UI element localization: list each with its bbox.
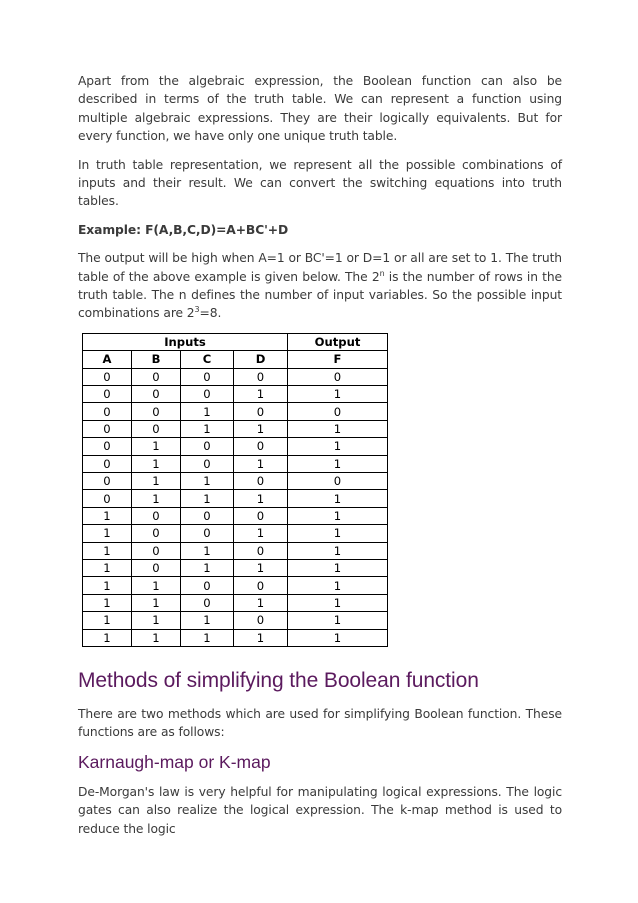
table-cell: 0 [234,368,288,385]
column-header-a: A [83,351,132,368]
table-cell: 1 [181,420,234,437]
table-cell: 1 [132,473,181,490]
table-cell: 0 [83,490,132,507]
table-cell: 1 [181,403,234,420]
table-cell: 0 [288,403,388,420]
table-cell: 1 [288,438,388,455]
table-cell: 1 [83,507,132,524]
table-cell: 1 [288,455,388,472]
section-heading: Methods of simplifying the Boolean function [78,668,479,692]
table-row [83,559,388,576]
table-cell: 0 [234,403,288,420]
table-cell: 1 [83,542,132,559]
table-cell: 1 [234,386,288,403]
table-cell: 0 [181,438,234,455]
table-cell: 1 [288,490,388,507]
column-header-d: D [234,351,288,368]
table-cell: 0 [132,542,181,559]
table-row [83,490,388,507]
table-cell: 0 [83,386,132,403]
table-cell: 1 [181,542,234,559]
table-row [83,507,388,524]
table-row [83,612,388,629]
table-cell: 0 [181,368,234,385]
table-cell: 1 [288,577,388,594]
table-cell: 1 [234,525,288,542]
table-cell: 1 [288,386,388,403]
table-cell: 0 [83,420,132,437]
table-cell: 1 [83,559,132,576]
table-cell: 0 [234,438,288,455]
table-cell: 0 [132,403,181,420]
table-cell: 1 [181,473,234,490]
table-row [83,525,388,542]
table-row [83,542,388,559]
table-cell: 0 [234,577,288,594]
superscript-n: n [379,268,385,278]
text-segment: The output will be high when A=1 or BC'=1 or D=1 or all are set to 1. The truth table of the above example is given below. The 2 [78,251,562,284]
table-cell: 1 [288,507,388,524]
table-cell: 1 [288,594,388,611]
table-cell: 1 [234,594,288,611]
table-cell: 0 [83,438,132,455]
table-cell: 0 [132,525,181,542]
table-row [83,368,388,385]
table-cell: 0 [181,594,234,611]
text-segment: is the number of rows in the truth table. The n defines the number of input variables. So the possible input combinations are 2 [78,269,563,321]
table-cell: 1 [181,612,234,629]
table-cell: 1 [234,490,288,507]
table-row [83,629,388,646]
table-cell: 0 [181,507,234,524]
table-cell: 0 [181,525,234,542]
table-cell: 0 [132,368,181,385]
truth-table-paragraph: In truth table representation, we represent all the possible combinations of inputs and their result. We can convert the switching equations into truth tables. [78,157,562,209]
table-cell: 1 [234,420,288,437]
table-cell: 0 [132,559,181,576]
table-cell: 0 [234,612,288,629]
table-cell: 0 [288,368,388,385]
table-cell: 1 [132,629,181,646]
table-cell: 1 [83,612,132,629]
kmap-paragraph: De-Morgan's law is very helpful for manipulating logical expressions. The logic gates can also realize the logical expression. The k-map method is used to reduce the logic [78,784,562,836]
table-cell: 0 [83,473,132,490]
table-cell: 1 [132,438,181,455]
section-intro-paragraph: There are two methods which are used for simplifying Boolean function. These functions are as follows: [78,706,562,740]
table-cell: 1 [234,559,288,576]
table-cell: 0 [83,403,132,420]
table-cell: 1 [181,559,234,576]
table-cell: 1 [234,629,288,646]
table-row [83,403,388,420]
table-row [83,386,388,403]
table-cell: 1 [288,525,388,542]
table-cell: 0 [132,386,181,403]
table-cell: 0 [83,368,132,385]
table-row [83,438,388,455]
column-header-row [83,351,388,368]
table-row [83,455,388,472]
table-row [83,594,388,611]
table-cell: 0 [234,542,288,559]
table-cell: 0 [181,386,234,403]
table-cell: 0 [234,507,288,524]
intro-paragraph: Apart from the algebraic expression, the Boolean function can also be described in terms of the truth table. We can represent a function using multiple algebraic expressions. They are their logically equivalents. But for every function, we have only one unique truth table. [78,74,562,144]
table-cell: 0 [288,473,388,490]
truth-table-body [83,368,388,646]
table-cell: 1 [132,577,181,594]
table-row [83,473,388,490]
table-cell: 0 [234,473,288,490]
text-segment: =8. [199,306,222,321]
table-cell: 0 [83,455,132,472]
table-cell: 1 [132,490,181,507]
table-cell: 1 [288,612,388,629]
table-cell: 1 [83,525,132,542]
table-cell: 1 [181,629,234,646]
table-row [83,577,388,594]
output-explanation-paragraph [78,249,562,323]
table-cell: 1 [288,629,388,646]
example-expression: Example: F(A,B,C,D)=A+BC'+D [78,222,289,237]
column-header-b: B [132,351,181,368]
table-cell: 0 [181,455,234,472]
table-cell: 1 [132,594,181,611]
table-cell: 1 [288,542,388,559]
table-cell: 1 [83,594,132,611]
document-page [78,72,562,848]
table-cell: 1 [288,559,388,576]
kmap-subheading: Karnaugh-map or K-map [78,751,271,772]
table-cell: 1 [83,629,132,646]
table-cell: 1 [181,490,234,507]
table-row [83,420,388,437]
table-cell: 1 [234,455,288,472]
output-header: Output [288,333,388,350]
column-header-f: F [288,351,388,368]
inputs-header: Inputs [83,333,288,350]
table-cell: 1 [288,420,388,437]
table-cell: 0 [132,507,181,524]
table-cell: 0 [132,420,181,437]
column-header-c: C [181,351,234,368]
truth-table [82,333,388,647]
table-cell: 0 [181,577,234,594]
group-header-row [83,333,388,350]
superscript-3: 3 [194,305,200,315]
table-cell: 1 [132,455,181,472]
table-cell: 1 [83,577,132,594]
table-cell: 1 [132,612,181,629]
